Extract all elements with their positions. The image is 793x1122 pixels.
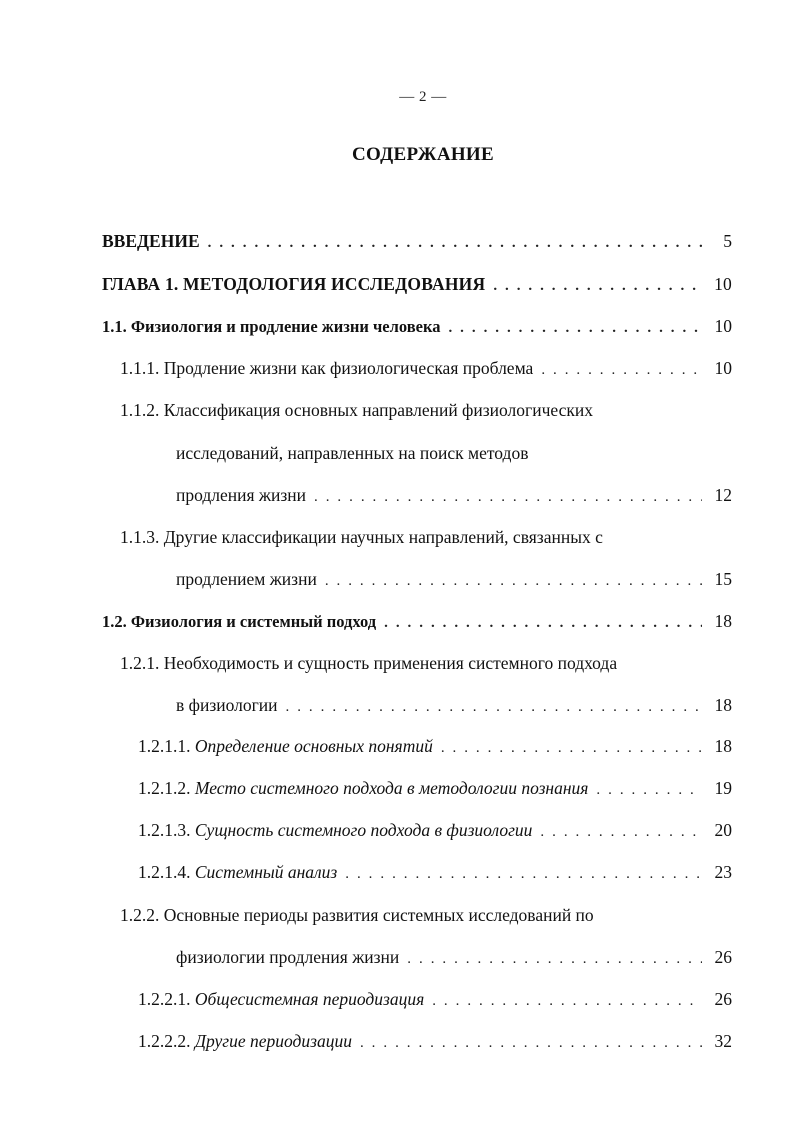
toc-entry-text xyxy=(138,817,532,843)
toc-entry-label: 1.1. Физиология и продление жизни человека xyxy=(102,317,441,336)
toc-entry-label: продления жизни xyxy=(176,485,307,505)
toc-entry-1-1-2-line2[interactable]: исследований, направленных на поиск методов xyxy=(176,443,529,463)
toc-entry-label: Общесистемная периодизация xyxy=(194,989,425,1009)
toc-entry-1-2-1-3[interactable] xyxy=(138,817,732,843)
toc-page-number: 12 xyxy=(714,485,732,505)
toc-page-number: 5 xyxy=(723,231,732,251)
toc-entry-number: 1.2.1.1. xyxy=(138,736,191,756)
toc-entry-label: физиологии продления жизни xyxy=(176,947,400,967)
toc-entry-text xyxy=(138,1028,352,1054)
toc-entry-1-2-1-1[interactable] xyxy=(138,733,732,759)
toc-entry-1-2-2[interactable] xyxy=(176,944,732,970)
toc-entry-label: Системный анализ xyxy=(194,862,338,882)
dot-leader xyxy=(314,484,702,510)
toc-entry-number: 1.2.1.2. xyxy=(138,778,191,798)
toc-entry-number: 1.2.1.3. xyxy=(138,820,191,840)
toc-entry-chapter-1[interactable] xyxy=(102,271,732,297)
page-title: СОДЕРЖАНИЕ xyxy=(352,144,494,165)
dot-leader xyxy=(493,273,702,299)
dot-leader xyxy=(596,777,702,803)
dot-leader xyxy=(208,230,702,256)
page-number: — 2 — xyxy=(399,89,447,105)
toc-page-number: 18 xyxy=(714,695,732,715)
toc-entry-1-2-2-2[interactable] xyxy=(138,1028,732,1054)
toc-entry-label: продлением жизни xyxy=(176,569,317,589)
toc-page-number: 10 xyxy=(714,316,732,336)
toc-entry-label: Сущность системного подхода в физиологии xyxy=(194,820,533,840)
toc-entry-label: Место системного подхода в методологии познания xyxy=(194,778,589,798)
toc-page-number: 23 xyxy=(714,862,732,882)
toc-entry-1-1-3[interactable] xyxy=(176,566,732,592)
dot-leader xyxy=(286,694,702,720)
toc-page-number: 10 xyxy=(714,274,732,294)
toc-entry-number: 1.2.1.4. xyxy=(138,862,191,882)
toc-page-number: 15 xyxy=(714,569,732,589)
dot-leader xyxy=(540,819,702,845)
toc-entry-text xyxy=(138,986,424,1012)
toc-entry-intro[interactable] xyxy=(102,228,732,254)
toc-entry-text xyxy=(138,775,588,801)
toc-entry-text xyxy=(138,733,433,759)
toc-entry-label: 1.2. Физиология и системный подход xyxy=(102,612,377,631)
toc-page-number: 32 xyxy=(714,1031,732,1051)
toc-page-number: 19 xyxy=(714,778,732,798)
toc-entry-number: 1.2.2.1. xyxy=(138,989,191,1009)
toc-entry-1-2-2-line1[interactable]: 1.2.2. Основные периоды развития системных исследований по xyxy=(120,905,594,925)
toc-entry-1-1-1[interactable] xyxy=(120,355,732,381)
dot-leader xyxy=(448,315,702,341)
toc-entry-label: в физиологии xyxy=(176,695,278,715)
toc-entry-1-2-1-4[interactable] xyxy=(138,859,732,885)
toc-entry-1-2-1-2[interactable] xyxy=(138,775,732,801)
toc-page-number: 26 xyxy=(714,947,732,967)
dot-leader xyxy=(345,861,702,887)
toc-entry-number: 1.2.2.2. xyxy=(138,1031,191,1051)
dot-leader xyxy=(441,735,702,761)
toc-entry-1-2-2-1[interactable] xyxy=(138,986,732,1012)
toc-page-number: 18 xyxy=(714,611,732,631)
toc-entry-label: 1.1.1. Продление жизни как физиологическая проблема xyxy=(120,358,534,378)
dot-leader xyxy=(360,1030,702,1056)
dot-leader xyxy=(541,357,702,383)
toc-entry-1-1-3-line1[interactable]: 1.1.3. Другие классификации научных направлений, связанных с xyxy=(120,527,603,547)
toc-entry-1-2-1-line1[interactable]: 1.2.1. Необходимость и сущность применения системного подхода xyxy=(120,653,618,673)
toc-entry-1-1-2[interactable] xyxy=(176,482,732,508)
toc-entry-label: Другие периодизации xyxy=(194,1031,352,1051)
toc-entry-label: ВВЕДЕНИЕ xyxy=(102,231,200,251)
dot-leader xyxy=(325,568,702,594)
toc-entry-1-1-2-line1[interactable]: 1.1.2. Классификация основных направлений физиологических xyxy=(120,400,593,420)
toc-entry-1-1[interactable] xyxy=(102,313,732,339)
toc-page-number: 20 xyxy=(714,820,732,840)
toc-entry-label: ГЛАВА 1. МЕТОДОЛОГИЯ ИССЛЕДОВАНИЯ xyxy=(102,274,486,294)
dot-leader xyxy=(407,946,702,972)
dot-leader xyxy=(432,988,702,1014)
toc-page-number: 26 xyxy=(714,989,732,1009)
toc-entry-text xyxy=(138,859,337,885)
toc-entry-label: Определение основных понятий xyxy=(194,736,433,756)
dot-leader xyxy=(384,610,702,636)
toc-page-number: 18 xyxy=(714,736,732,756)
toc-entry-1-2[interactable] xyxy=(102,608,732,634)
toc-entry-1-2-1[interactable] xyxy=(176,692,732,718)
toc-page-number: 10 xyxy=(714,358,732,378)
